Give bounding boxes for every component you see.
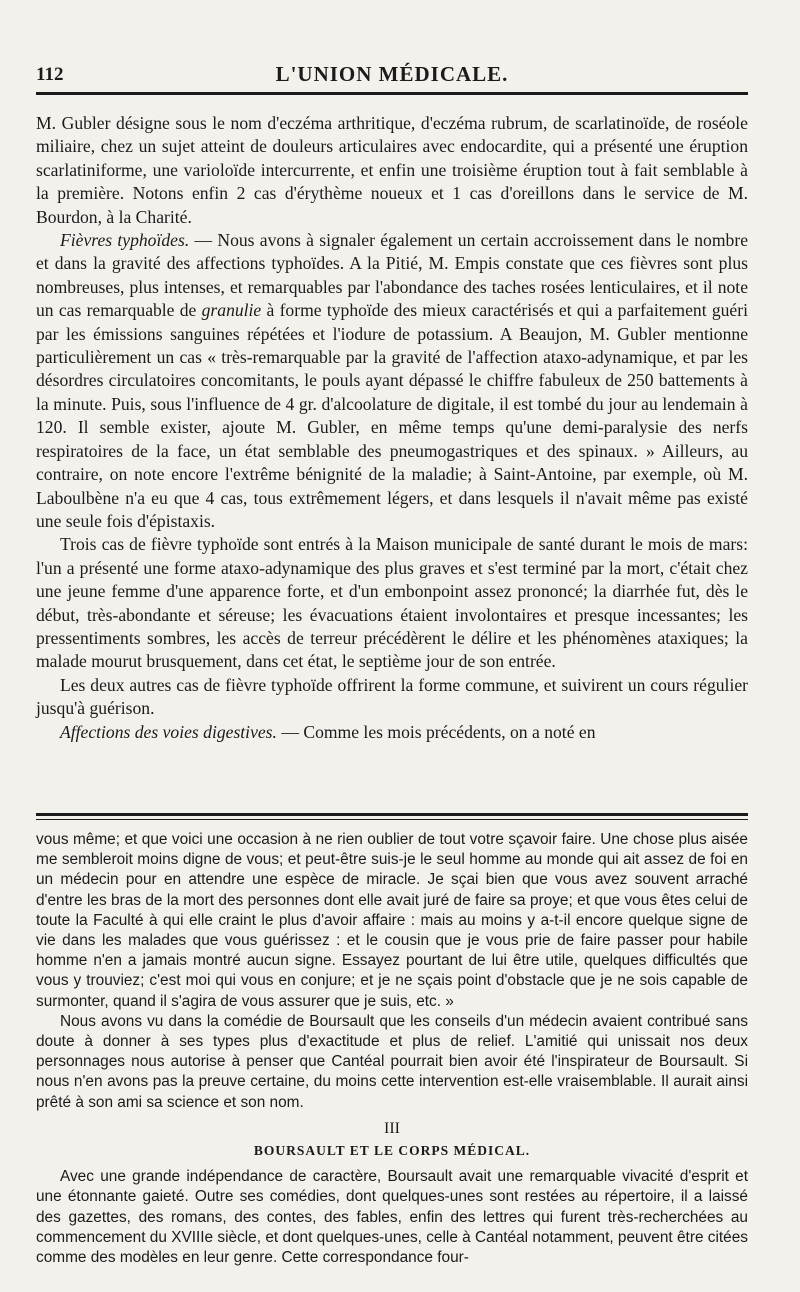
section-heading-digestive: Affections des voies digestives. [60,721,277,742]
journal-title: L'UNION MÉDICALE. [275,62,509,86]
paragraph-text: — Comme les mois précédents, on a noté en [276,721,596,742]
section-heading-typhoid: Fièvres typhoïdes. [60,230,190,251]
paragraph-two-cases: Les deux autres cas de fièvre typhoïde offrirent la forme commune, et suivirent un cours régulier jusqu'à guérison. [36,674,748,719]
feuilleton-divider [36,813,748,820]
paragraph-independence: Avec une grande indépendance de caractère, Boursault avait une remarquable vivacité d'esprit et une étonnante gaieté. Outre ses comédies, dont quelques-unes sont restées au répertoire, il a laissé des gazettes, des romans, des contes, des fables, enfin des lettres qui furent très-recherchées au commencement du XVIIIe siècle, et dont quelques-unes, celle à Cantéal notamment, peuvent être citées comme des modèles en leur genre. Cette correspondance four- [36,1168,748,1267]
paragraph-text: — Nous avons à signaler également un certain accroissement dans le nombre et dans la gravité des affections typhoïdes. A la Pitié, M. Empis constate que ces fièvres sont plus nombreuses, plus intenses, et remarquables par l'abondance des taches rosées lenticulaires, et il note un cas remarquable de [36,230,749,321]
feuilleton [36,830,748,1268]
paragraph-letter: vous même; et que voici une occasion à ne rien oublier de tout votre sçavoir faire. Une chose plus aisée me sembleroit moins digne de vous; et peut-être suis-je le seul homme au monde qui ait assez de foi en un médecin pour en attendre une espèce de miracle. Je sçai bien que vous avez souvent arraché d'entre les bras de la mort des personnes dont elle avait juré de faire sa proye; et que vous êtes celui de toute la Faculté à qui elle craint le plus d'avoir affaire : mais au moins y a-t-il encore quelque signe de vie dans les malades que vous guérissez : et le cousin que je vous prie de faire passer pour habile homme n'en a jamais montré aucun signe. Essayez pourtant de lui être utile, quelques difficultés que vous y trouviez; c'est moi qui vous en conjure; et je ne sçais point d'obstacle que je ne sois capable de surmonter, quand il s'agira de vous assurer que je suis, etc. » [36,831,748,1010]
section-title: BOURSAULT ET LE CORPS MÉDICAL. [253,1143,531,1159]
paragraph-three-cases: Trois cas de fièvre typhoïde sont entrés à la Maison municipale de santé durant le mois de mars: l'un a présenté une forme ataxo-adynamique des plus graves et s'est terminé par la mort, c'était chez une jeune femme d'une apparence forte, et d'un embonpoint assez prononcé; la diarrhée fut, dès le début, très-abondante et séreuse; les évacuations étaient involontaires et presque incessantes; les pressentiments sombres, les accès de terreur précédèrent le délire et les phénomènes ataxiques; la malade mourut brusquement, dans cet état, le septième jour de son entrée. [36,534,748,672]
main-article [36,112,748,744]
paragraph-eczema: M. Gubler désigne sous le nom d'eczéma arthritique, d'eczéma rubrum, de scarlatinoïde, de roséole miliaire, chez un sujet atteint de douleurs articulaires avec endocardite, qui a présenté une éruption scarlatiniforme, une varioloïde intercurrente, et enfin une troisième éruption tout à fait semblable à la première. Notons enfin 2 cas d'érythème noueux et 1 cas d'oreillons dans le service de M. Bourdon, à la Charité. [36,113,748,227]
paragraph-text: à forme typhoïde des mieux caractérisés et qui a parfaitement guéri par les émissions sanguines répétées et l'iodure de potassium. A Beaujon, M. Gubler mentionne particulièrement un cas « très-remarquable par la gravité de l'affection ataxo-adynamique, et par les désordres circulatoires concomitants, le pouls ayant dépassé le chiffre fabuleux de 250 battements à la minute. Puis, sous l'influence de 4 gr. d'alcoolature de digitale, il est tombé du jour au lendemain à 120. Il semble exister, ajoute M. Gubler, en même temps qu'une demi-paralysie des nerfs respiratoires de la face, un état semblable des pneumogastriques et des spinaux. » Ailleurs, au contraire, on note encore l'extrême bénignité de la maladie; à Saint-Antoine, par exemple, où M. Laboulbène n'a eu que 4 cas, tous extrêmement légers, et dans lesquels il n'avait même pas existé une seule fois d'épistaxis. [36,300,748,531]
page-number: 112 [36,64,64,85]
paragraph-digestive [36,721,748,744]
paragraph-typhoid [36,229,748,533]
paragraph-boursault: Nous avons vu dans la comédie de Boursault que les conseils d'un médecin avaient contribué sans doute à donner à ses types plus d'exactitude et plus de relief. L'amitié qui unissait nos deux personnages nous autorise à penser que Cantéal pourrait bien avoir été l'inspirateur de Boursault. Si nous n'en avons pas la preuve certaine, du moins cette intervention est-elle vraisemblable. Il aurait ainsi prêté à son ami sa science et son nom. [36,1012,748,1111]
page-header [36,60,748,95]
section-number: III [384,1119,400,1137]
italic-term: granulie [201,300,262,321]
